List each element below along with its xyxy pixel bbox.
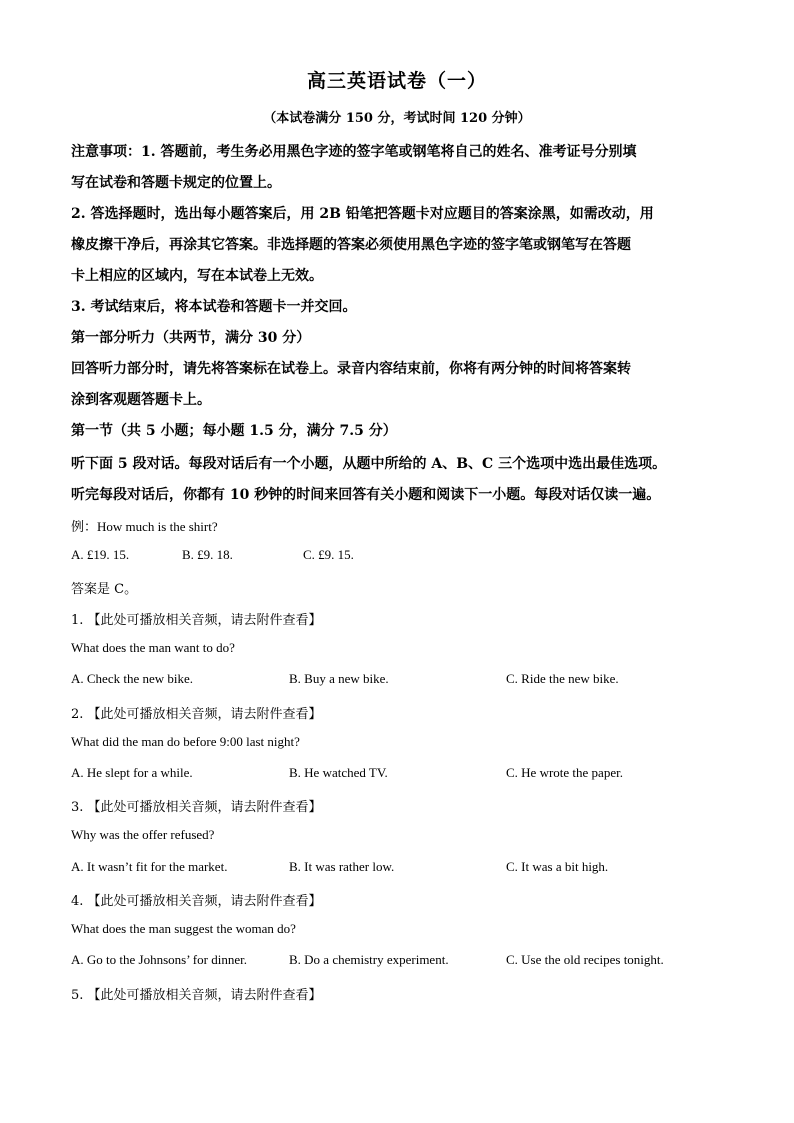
question-text: What does the man suggest the woman do? <box>71 921 296 936</box>
example-option-b: B. £9. 18. <box>182 547 233 562</box>
notice-line: 注意事项：1. 答题前，考生务必用黑色字迹的签字笔或钢笔将自己的姓名、准考证号分别填 <box>71 144 637 160</box>
question-text: Why was the offer refused? <box>71 827 215 842</box>
audio-placeholder: 1. 【此处可播放相关音频，请去附件查看】 <box>71 613 322 628</box>
option-a: A. He slept for a while. <box>71 765 193 780</box>
audio-placeholder: 5. 【此处可播放相关音频，请去附件查看】 <box>71 988 322 1003</box>
exam-title: 高三英语试卷（一） <box>306 70 487 92</box>
section1-instruction: 听完每段对话后，你都有 10 秒钟的时间来回答有关小题和阅读下一小题。每段对话仅读一遍。 <box>71 487 661 503</box>
notice-line: 写在试卷和答题卡规定的位置上。 <box>71 175 281 191</box>
option-b: B. It was rather low. <box>289 859 395 874</box>
notice-line: 2. 答选择题时，选出每小题答案后，用 2B 铅笔把答题卡对应题目的答案涂黑，如需改动，用 <box>71 206 654 222</box>
option-b: B. Buy a new bike. <box>289 671 389 686</box>
option-a: A. It wasn’t fit for the market. <box>71 859 228 874</box>
option-c: C. Use the old recipes tonight. <box>506 952 664 967</box>
part1-heading: 第一部分听力（共两节，满分 30 分） <box>71 330 311 346</box>
audio-placeholder: 3. 【此处可播放相关音频，请去附件查看】 <box>71 800 322 815</box>
example-option-c: C. £9. 15. <box>303 547 354 562</box>
example-question: 例：How much is the shirt? <box>71 519 218 534</box>
part1-instruction: 涂到客观题答题卡上。 <box>71 392 211 408</box>
notice-line: 卡上相应的区域内，写在本试卷上无效。 <box>71 268 323 284</box>
option-b: B. He watched TV. <box>289 765 388 780</box>
exam-subtitle: （本试卷满分 150 分，考试时间 120 分钟） <box>263 111 531 126</box>
audio-placeholder: 2. 【此处可播放相关音频，请去附件查看】 <box>71 707 322 722</box>
section1-instruction: 听下面 5 段对话。每段对话后有一个小题，从题中所给的 A、B、C 三个选项中选出最佳选项。 <box>71 456 667 472</box>
part1-instruction: 回答听力部分时，请先将答案标在试卷上。录音内容结束前，你将有两分钟的时间将答案转 <box>71 361 631 377</box>
option-c: C. Ride the new bike. <box>506 671 619 686</box>
question-text: What does the man want to do? <box>71 640 235 655</box>
option-b: B. Do a chemistry experiment. <box>289 952 449 967</box>
option-c: C. He wrote the paper. <box>506 765 623 780</box>
option-a: A. Go to the Johnsons’ for dinner. <box>71 952 247 967</box>
question-text: What did the man do before 9:00 last night? <box>71 734 300 749</box>
notice-line: 3. 考试结束后，将本试卷和答题卡一并交回。 <box>71 299 357 315</box>
section1-heading: 第一节（共 5 小题；每小题 1.5 分，满分 7.5 分） <box>71 423 397 439</box>
option-a: A. Check the new bike. <box>71 671 194 686</box>
audio-placeholder: 4. 【此处可播放相关音频，请去附件查看】 <box>71 894 322 909</box>
notice-line: 橡皮擦干净后，再涂其它答案。非选择题的答案必须使用黑色字迹的签字笔或钢笔写在答题 <box>71 237 631 253</box>
example-option-a: A. £19. 15. <box>71 547 130 562</box>
option-c: C. It was a bit high. <box>506 859 609 874</box>
example-answer: 答案是 C。 <box>71 582 138 597</box>
